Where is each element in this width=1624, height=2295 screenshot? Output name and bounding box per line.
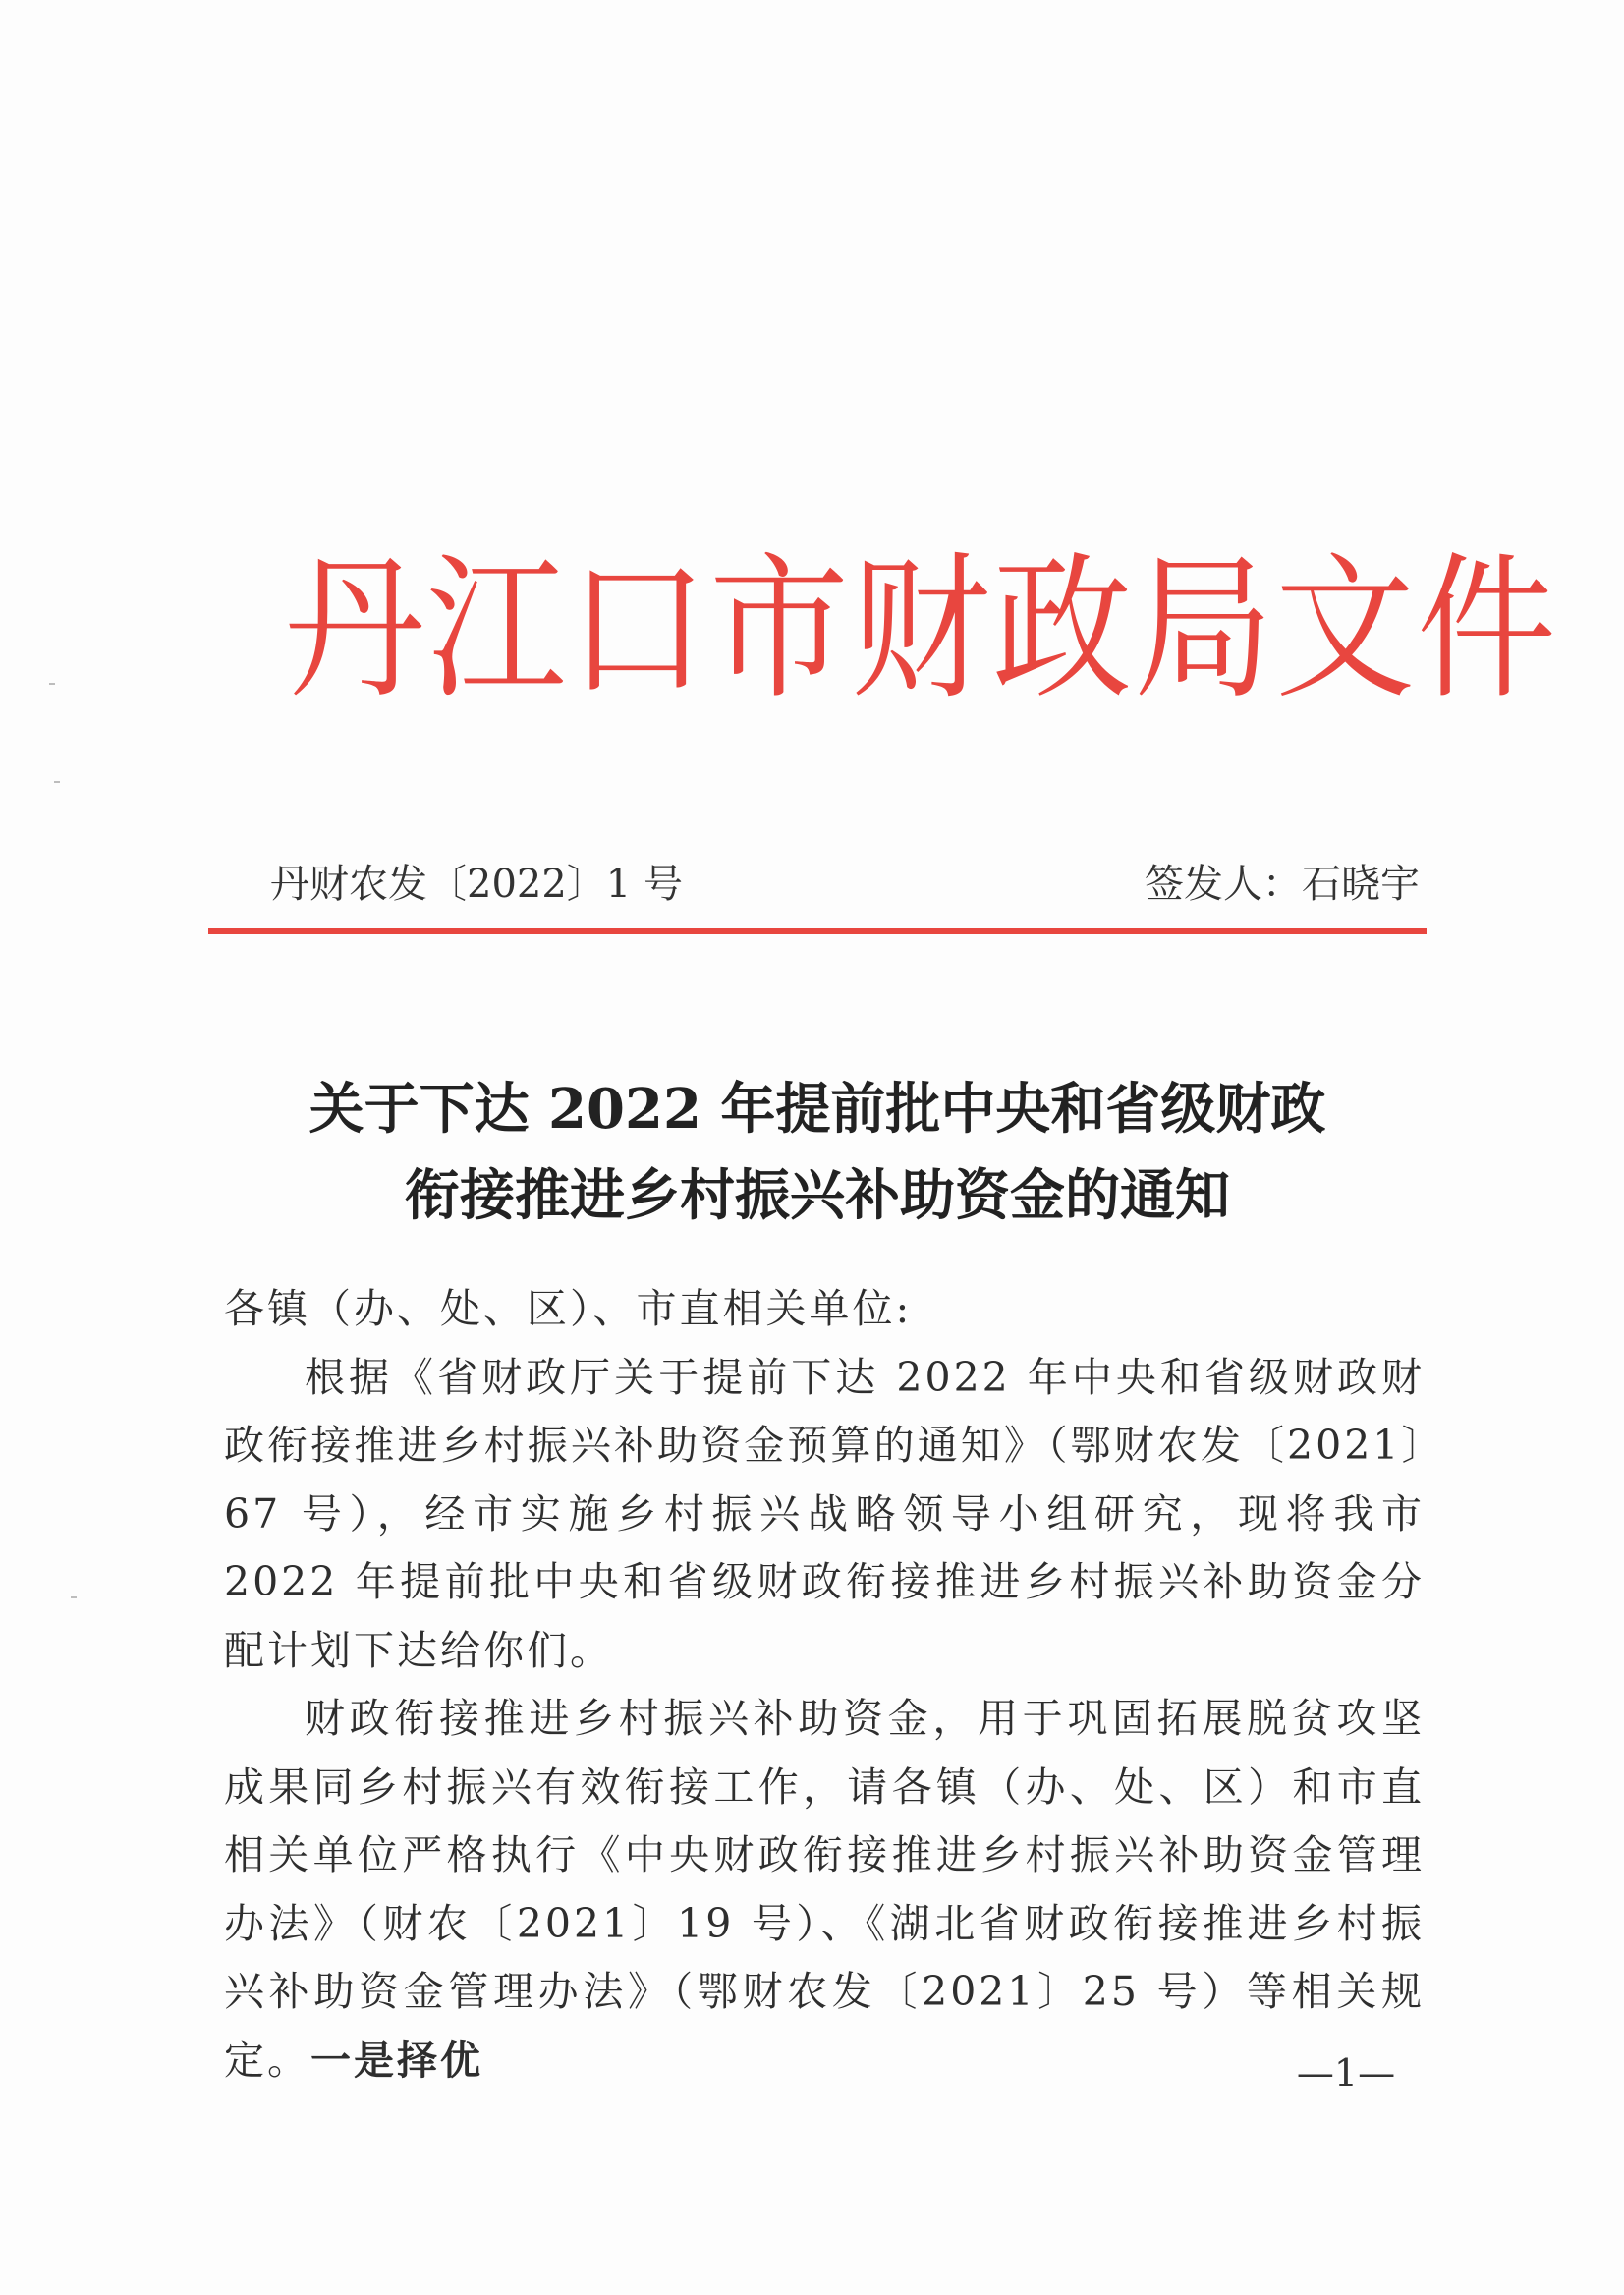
red-divider-line — [208, 928, 1427, 934]
page-number: —1— — [1296, 2051, 1396, 2095]
notice-body — [224, 1275, 1425, 2095]
notice-title — [208, 1066, 1427, 1239]
salutation: 各镇（办、处、区）、市直相关单位: — [224, 1285, 913, 1332]
scan-speck — [49, 683, 55, 685]
body-paragraph-2-text: 财政衔接推进乡村振兴补助资金，用于巩固拓展脱贫攻坚成果同乡村振兴有效衔接工作，请各镇（办、处、区）和市直相关单位严格执行《中央财政衔接推进乡村振兴补助资金管理办法》（财农〔2021〕19 号）、《湖北省财政衔接推进乡村振兴补助资金管理办法》（鄂财农发〔2021〕25 号）等相关规定。 — [224, 1695, 1425, 2084]
body-paragraph-2 — [224, 1685, 1425, 2095]
scan-speck — [71, 1596, 77, 1598]
signer: 签发人：石晓宇 — [1145, 862, 1420, 907]
body-paragraph-2-emphasis: 一是择优 — [310, 2036, 483, 2084]
scan-speck — [54, 781, 60, 783]
agency-document-title: 丹江口市财政局文件 — [285, 538, 1558, 721]
document-number: 丹财农发〔2022〕1 号 — [270, 862, 683, 907]
body-paragraph-1: 根据《省财政厅关于提前下达 2022 年中央和省级财政财政衔接推进乡村振兴补助资金预算的通知》（鄂财农发〔2021〕67 号），经市实施乡村振兴战略领导小组研究，现将我市 2022 年提前批中央和省级财政衔接推进乡村振兴补助资金分配计划下达给你们。 — [224, 1353, 1425, 1674]
notice-title-line-1: 关于下达 2022 年提前批中央和省级财政 — [308, 1077, 1326, 1142]
notice-title-line-2: 衔接推进乡村振兴补助资金的通知 — [405, 1163, 1230, 1228]
